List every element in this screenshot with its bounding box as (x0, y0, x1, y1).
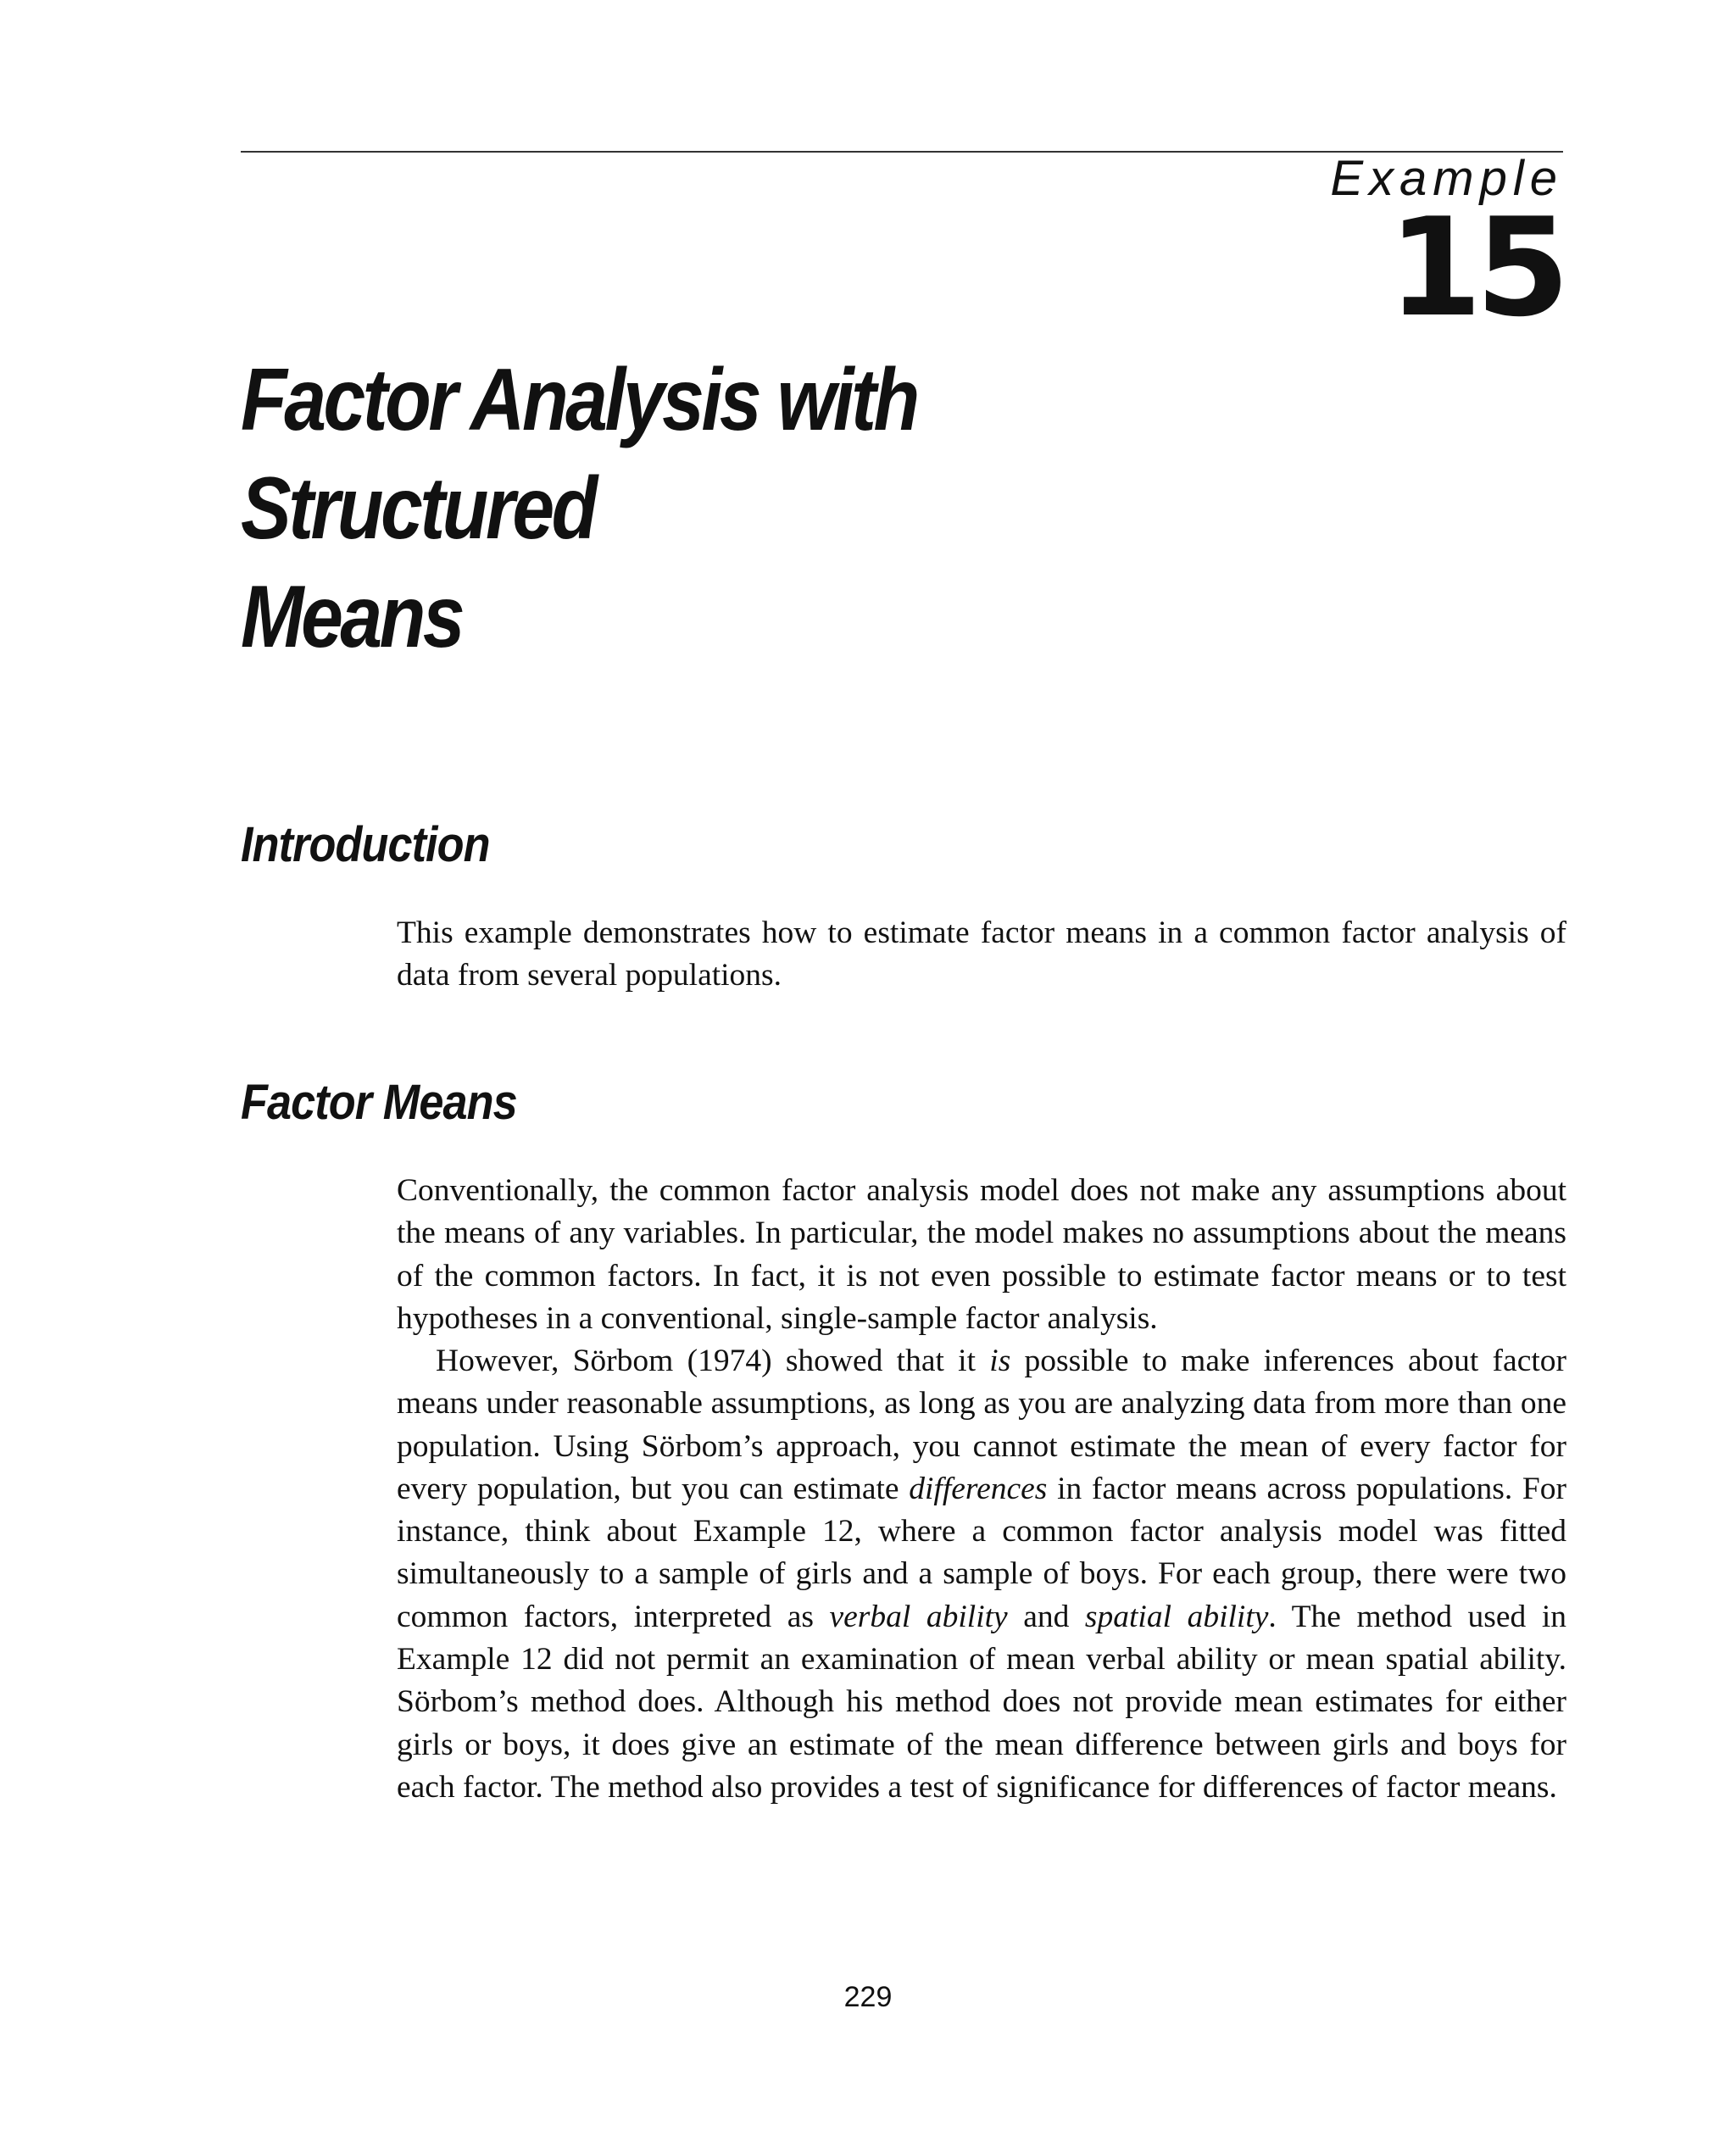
factor-means-paragraph-1: Conventionally, the common factor analysis model does not make any assumptions about the means of any variables. In particular, the model makes no assumptions about the means of the common factors. In fact, it is not even possible to estimate factor means or to test hypotheses in a conventional, single-sample factor analysis. (397, 1173, 1566, 1336)
example-label: Example (1330, 151, 1563, 206)
emphasis-is: is (989, 1344, 1011, 1378)
chapter-title (241, 346, 1276, 671)
paragraph-2-text-1: However, Sörbom (1974) showed that it (436, 1344, 990, 1378)
section-heading-factor-means: Factor Means (241, 1075, 517, 1130)
example-number: 15 (1388, 188, 1563, 347)
chapter-title-line2: Means (241, 568, 463, 666)
emphasis-verbal-ability: verbal ability (829, 1599, 1008, 1634)
emphasis-differences: differences (909, 1471, 1048, 1506)
page-number: 229 (843, 1981, 893, 2013)
chapter-title-line1: Factor Analysis with Structured (241, 351, 917, 558)
introduction-paragraph: This example demonstrates how to estimate factor means in a common factor analysis of data from several populations. (397, 915, 1566, 993)
emphasis-spatial-ability: spatial ability (1084, 1599, 1269, 1634)
section-heading-introduction: Introduction (241, 817, 490, 872)
factor-means-paragraph-2 (397, 1340, 1566, 1809)
paragraph-2-text-4: and (1007, 1599, 1085, 1634)
paragraph-2-text-5: . The method used in Example 12 did not permit an examination of mean verbal ability or mean spatial ability. Sörbom’s method does. Although his method does not provide mean estimates for either girls or boys, it does give an estimate of the mean difference between girls and boys for each factor. The method also provides a test of significance for differences of factor means. (397, 1599, 1566, 1805)
paragraph-2-text-2: possible to make inferences about factor means under reasonable assumptions, as long as you are analyzing data from more than one population. Using Sörbom’s approach, you cannot estimate the mean of every factor for every population, but you can estimate (397, 1344, 1566, 1506)
paragraph-2-text-3: in factor means across populations. For instance, think about Example 12, where a common factor analysis model was fitted simultaneously to a sample of girls and a sample of boys. For each group, there were two common factors, interpreted as (397, 1471, 1566, 1634)
